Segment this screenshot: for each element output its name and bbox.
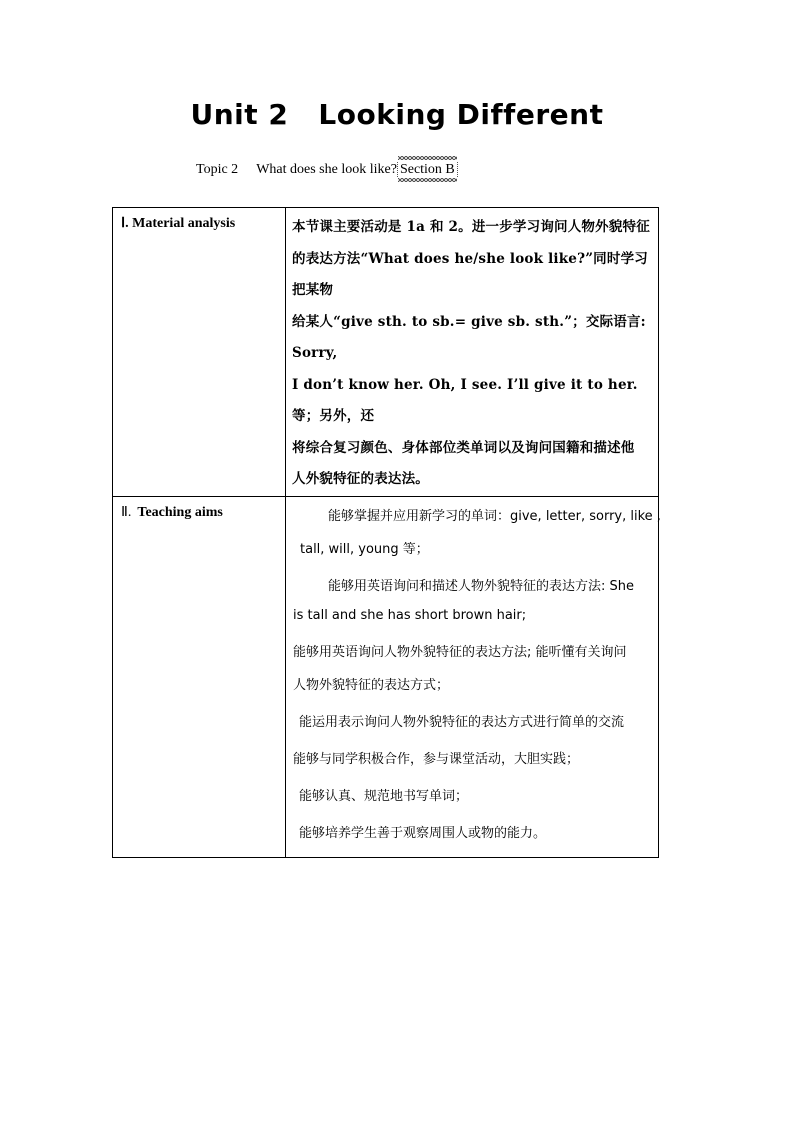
analysis-line: 给某人“give sth. to sb.= give sb. sth.”；交际语言: Sorry, xyxy=(292,313,646,361)
material-analysis-row xyxy=(113,208,659,497)
topic-line xyxy=(196,162,458,178)
aim-3-line-2: 人物外貌特征的表达方式； xyxy=(293,677,450,693)
aim-3-line-1: 能够用英语询问人物外貌特征的表达方法; 能听懂有关询问 xyxy=(293,644,627,660)
section-label: Section B xyxy=(397,162,458,177)
material-analysis-content-cell xyxy=(286,208,659,497)
teaching-aims-numeral: Ⅱ. xyxy=(121,504,132,520)
aim-4: 能运用表示询问人物外貌特征的表达方式进行简单的交流 xyxy=(299,714,625,730)
title-unit: Unit 2 xyxy=(190,98,289,131)
teaching-aims-list xyxy=(286,497,661,841)
aim-2-line-2: is tall and she has short brown hair; xyxy=(293,607,527,623)
analysis-line: 的表达方法“What does he/she look like?”同时学习把某物 xyxy=(292,250,648,298)
teaching-aims-text: Teaching aims xyxy=(137,504,223,520)
lesson-plan-table xyxy=(112,207,659,858)
analysis-line: I don’t know her. Oh, I see. I’ll give it to her.等；另外，还 xyxy=(292,376,638,424)
material-analysis-text xyxy=(286,208,658,496)
topic-number: Topic 2 xyxy=(196,162,239,177)
aim-5: 能够与同学积极合作，参与课堂活动，大胆实践； xyxy=(293,751,580,767)
topic-question: What does she look like? xyxy=(256,162,397,177)
aim-7: 能够培养学生善于观察周围人或物的能力。 xyxy=(299,825,547,841)
page-title xyxy=(0,98,794,131)
aim-2-line-1: 能够用英语询问和描述人物外貌特征的表达方法: She xyxy=(328,578,635,594)
analysis-line: 人外貌特征的表达法。 xyxy=(292,471,429,487)
aim-1-line-2: tall, will, young 等； xyxy=(300,541,429,557)
aim-6: 能够认真、规范地书写单词； xyxy=(299,788,469,804)
material-analysis-label-cell xyxy=(113,208,286,497)
analysis-line: 本节课主要活动是 1a 和 2。进一步学习询问人物外貌特征 xyxy=(292,219,650,235)
aim-1-line-1: 能够掌握并应用新学习的单词：give, letter, sorry, like , xyxy=(328,508,661,524)
teaching-aims-row xyxy=(113,496,659,858)
material-analysis-label: Ⅰ. Material analysis xyxy=(121,216,236,231)
teaching-aims-label xyxy=(113,497,285,521)
title-name: Looking Different xyxy=(318,98,604,131)
teaching-aims-label-cell xyxy=(113,496,286,858)
teaching-aims-content-cell xyxy=(286,496,659,858)
analysis-line: 将综合复习颜色、身体部位类单词以及询问国籍和描述他 xyxy=(292,439,635,456)
